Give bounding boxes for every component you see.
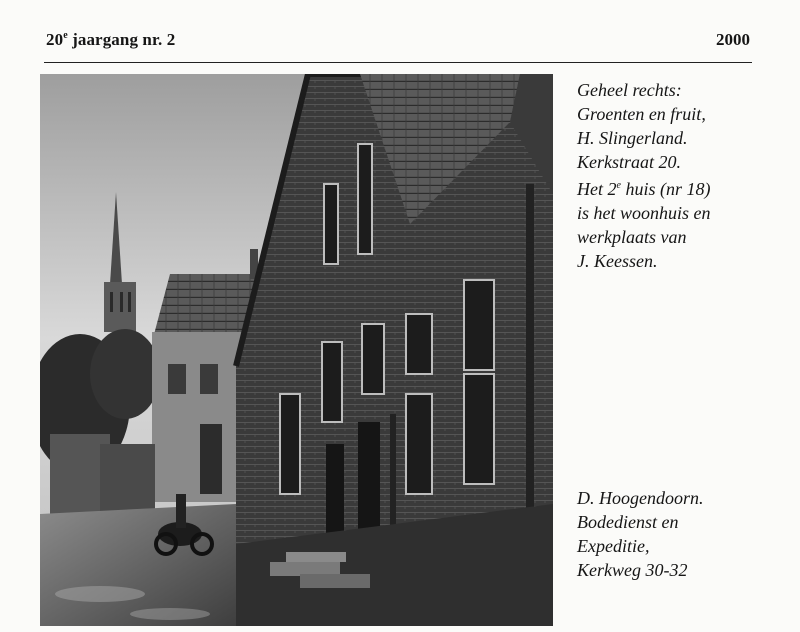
caption-line: Kerkstraat 20. [577,152,682,172]
caption-line: H. Slingerland. [577,128,688,148]
caption-line: Geheel rechts: [577,80,682,100]
caption-ordinal-sup: e [616,180,621,191]
issue-label: jaargang nr. 2 [67,30,176,49]
issue-number: 20 [46,30,64,49]
caption-line: werkplaats van [577,227,687,247]
caption-line: J. Keessen. [577,251,658,271]
street-photo [40,74,553,626]
caption-bottom [577,486,787,582]
caption-text: Het 2 [577,179,617,199]
caption-line: is het woonhuis en [577,203,711,223]
caption-line: Kerkweg 30-32 [577,560,688,580]
header-rule [44,62,752,63]
caption-line: Groenten en fruit, [577,104,706,124]
caption-line: D. Hoogendoorn. [577,488,704,508]
caption-top [577,78,787,273]
issue-heading [46,30,175,50]
caption-line: Bodedienst en [577,512,679,532]
caption-text: huis (nr 18) [620,179,711,199]
issue-ordinal-sup: e [63,30,68,41]
year-heading: 2000 [716,30,750,49]
caption-line [577,174,787,201]
street-photo-drawing [40,74,553,626]
caption-line: Expeditie, [577,536,650,556]
